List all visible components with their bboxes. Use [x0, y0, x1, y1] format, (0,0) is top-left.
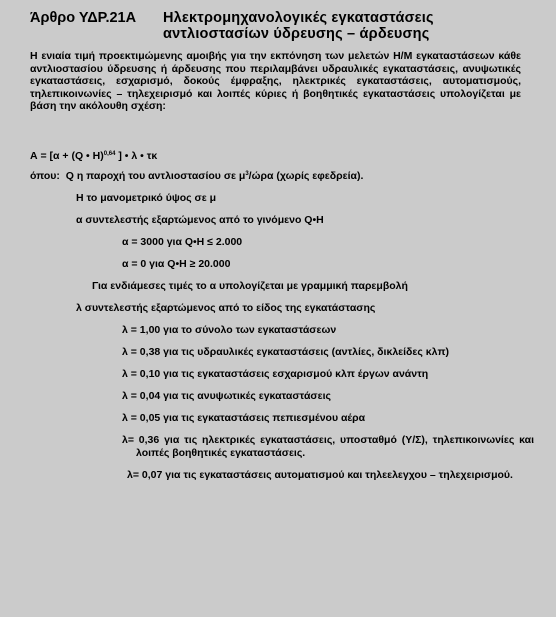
formula-suffix: ] • λ • τκ [115, 150, 158, 162]
lambda-value-4: λ = 0,04 για τις ανυψωτικές εγκαταστάσεις [122, 390, 331, 402]
alpha-value-1: α = 3000 για Q•H ≤ 2.000 [122, 236, 243, 248]
lambda-definition: λ συντελεστής εξαρτώμενος από το είδος της εγκατάστασης [76, 302, 376, 314]
q-definition-end: /ώρα (χωρίς εφεδρεία). [248, 170, 364, 182]
q-definition: Q η παροχή του αντλιοστασίου σε μ [65, 170, 246, 182]
formula-exponent: 0,64 [103, 151, 116, 157]
article-number: Άρθρο ΥΔΡ.21Α [30, 10, 137, 26]
article-title-line-2: αντλιοστασίων ύδρευσης – άρδευσης [163, 26, 430, 42]
article-title-line-1: Ηλεκτρομηχανολογικές εγκαταστάσεις [163, 10, 434, 26]
intro-paragraph: Η ενιαία τιμή προεκτιμώμενης αμοιβής για την εκπόνηση των μελετών Η/Μ εγκαταστάσεων κάθε αντλιοστασίου ύδρευσης ή άρδευσης που περιλαμβάνει υδραυλικές εγκαταστάσεις, ανυψωτικές εγκαταστάσεις, εσχαρισμό, δοκούς έμφραξης, ηλεκτρικές εγκαταστάσεις, αυτοματισμούς, τηλεπικοινωνίες – τηλεχειρισμό και λοιπές κύριες ή βοηθητικές εγκαταστάσεις υπολογίζεται με βάση την ακόλουθη σχέση: [30, 50, 521, 113]
lambda-value-5: λ = 0,05 για τις εγκαταστάσεις πεπιεσμένου αέρα [122, 412, 366, 424]
interpolation-note: Για ενδιάμεσες τιμές το α υπολογίζεται με γραμμική παρεμβολή [92, 280, 408, 292]
lambda-value-7: λ= 0,07 για τις εγκαταστάσεις αυτοματισμού και τηλεελεγχου – τηλεχειρισμού. [127, 469, 513, 481]
lambda-value-3: λ = 0,10 για τις εγκαταστάσεις εσχαρισμού κλπ έργων ανάντη [122, 368, 429, 380]
h-definition: H το μανομετρικό ύψος σε μ [76, 192, 217, 204]
where-label: όπου: [30, 170, 60, 182]
lambda-value-6: λ= 0,36 για τις ηλεκτρικές εγκαταστάσεις, υποσταθμό (Υ/Σ), τηλεπικοινωνίες και λοιπές βοηθητικές εγκαταστάσεις. [122, 434, 534, 459]
formula-prefix: Α = [α + (Q • H) [30, 150, 104, 162]
formula [30, 150, 157, 163]
lambda-value-1: λ = 1,00 για το σύνολο των εγκαταστάσεων [122, 324, 337, 336]
where-q-line [30, 170, 363, 183]
lambda-value-2: λ = 0,38 για τις υδραυλικές εγκαταστάσεις (αντλίες, δικλείδες κλπ) [122, 346, 450, 358]
q-unit-exponent: 3 [245, 171, 249, 177]
alpha-value-2: α = 0 για Q•H ≥ 20.000 [122, 258, 231, 270]
alpha-definition: α συντελεστής εξαρτώμενος από το γινόμενο Q•H [76, 214, 324, 226]
